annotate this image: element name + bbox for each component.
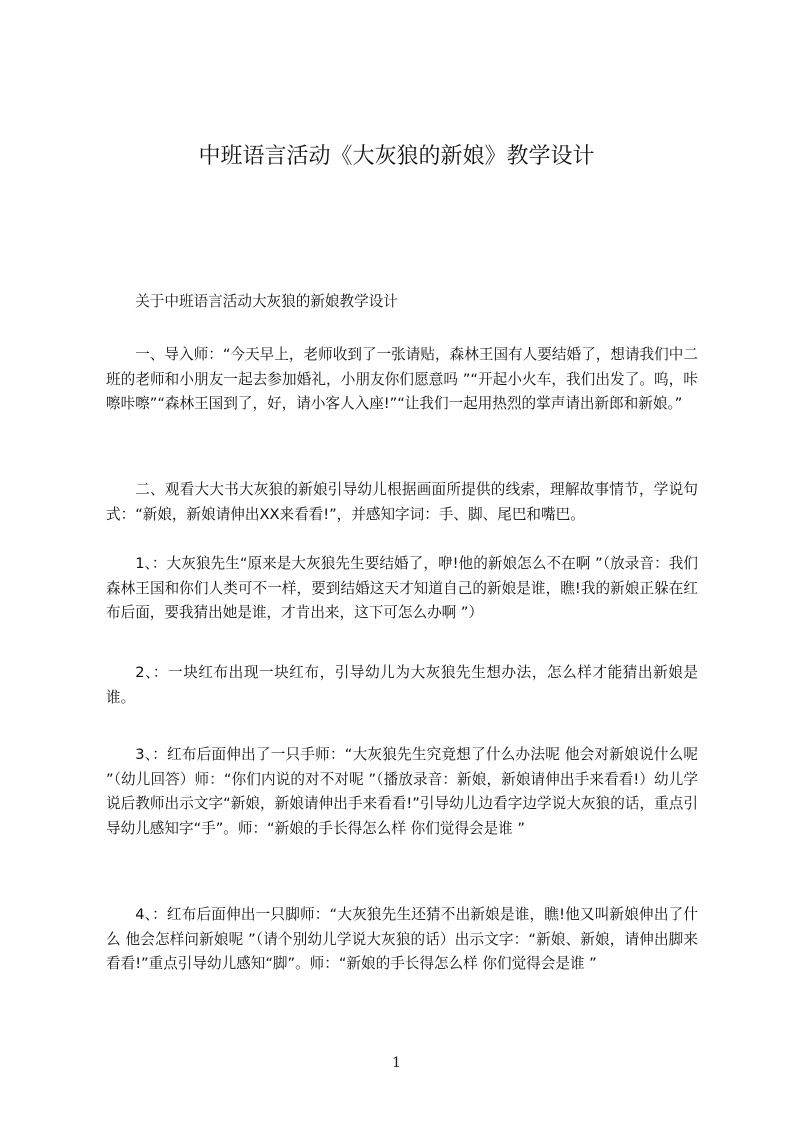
document-subtitle: 关于中班语言活动大灰狼的新娘教学设计 bbox=[135, 293, 398, 310]
document-title: 中班语言活动《大灰狼的新娘》教学设计 bbox=[198, 144, 595, 169]
paragraph-step-4 bbox=[106, 903, 698, 977]
paragraph-text: 1、：大灰狼先生“原来是大灰狼先生要结婚了，咿!他的新娘怎么不在啊 ”（放录音：我们森林王国和你们人类可不一样，要到结婚这天才知道自己的新娘是谁，瞧!我的新娘正躲在红布后面，要我猜出她是谁，才肯出来，这下可怎么办啊 ”） bbox=[106, 555, 698, 621]
page-number: 1 bbox=[392, 1055, 401, 1071]
paragraph-text: 一、导入师：“今天早上，老师收到了一张请贴，森林王国有人要结婚了，想请我们中二班的老师和小朋友一起去参加婚礼，小朋友你们愿意吗 ”“开起小火车，我们出发了。呜，咔嚓咔嚓”“森林王国到了，好，请小客人入座!”“让我们一起用热烈的掌声请出新郎和新娘。” bbox=[106, 346, 698, 412]
paragraph-step-2 bbox=[106, 661, 698, 710]
paragraph-text: 二、观看大大书大灰狼的新娘引导幼儿根据画面所提供的线索，理解故事情节，学说句式：“新娘，新娘请伸出XX来看看!”，并感知字词：手、脚、尾巴和嘴巴。 bbox=[106, 481, 698, 523]
paragraph-text: 4、：红布后面伸出一只脚师：“大灰狼先生还猜不出新娘是谁，瞧!他又叫新娘伸出了什么 他会怎样问新娘呢 ”（请个别幼儿学说大灰狼的话）出示文字：“新娘、新娘，请伸出脚来看看!”重点引导幼儿感知“脚”。师：“新娘的手长得怎么样 你们觉得会是谁 ” bbox=[106, 906, 698, 972]
paragraph-text: 2、：一块红布出现一块红布，引导幼儿为大灰狼先生想办法，怎么样才能猜出新娘是谁。 bbox=[106, 664, 698, 706]
paragraph-intro bbox=[106, 343, 698, 417]
paragraph-text: 3、：红布后面伸出了一只手师：“大灰狼先生究竟想了什么办法呢 他会对新娘说什么呢 ”（幼儿回答）师：“你们内说的对不对呢 ”（播放录音：新娘，新娘请伸出手来看看!）幼儿学说后教师出示文字“新娘，新娘请伸出手来看看!”引导幼儿边看字边学说大灰狼的话，重点引导幼儿感知字“手”。师：“新娘的手长得怎么样 你们觉得会是谁 ” bbox=[106, 746, 698, 837]
document-subtitle-block bbox=[106, 290, 698, 315]
paragraph-watch-book bbox=[106, 478, 698, 527]
paragraph-step-1 bbox=[106, 552, 698, 626]
paragraph-step-3 bbox=[106, 743, 698, 841]
